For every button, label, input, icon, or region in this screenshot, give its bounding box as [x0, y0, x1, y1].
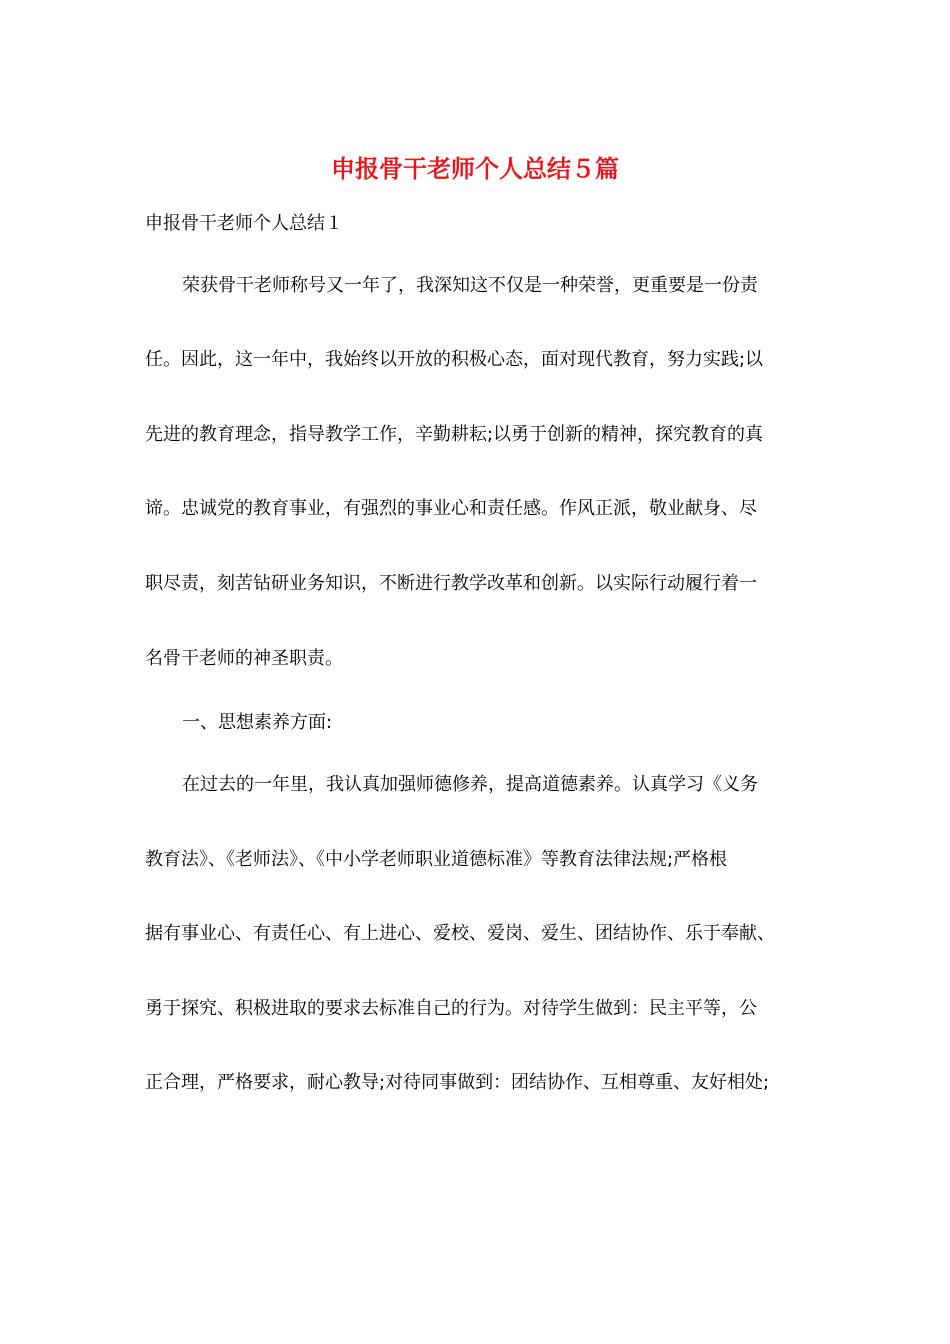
paragraph-line: 任。因此，这一年中，我始终以开放的积极心态，面对现代教育，努力实践;以 [145, 349, 764, 370]
paragraph-line: 在过去的一年里，我认真加强师德修养，提高道德素养。认真学习《义务 [182, 774, 758, 795]
paragraph-line: 名骨干老师的神圣职责。 [145, 648, 343, 669]
paragraph-line: 正合理，严格要求，耐心教导;对待同事做到：团结协作、互相尊重、友好相处; [145, 1072, 770, 1093]
section-heading-ideology: 一、思想素养方面: [182, 712, 333, 733]
document-title: 申报骨干老师个人总结５篇 [331, 155, 619, 183]
paragraph-line: 先进的教育理念，指导教学工作，辛勤耕耘;以勇于创新的精神，探究教育的真 [145, 424, 764, 445]
paragraph-line: 教育法》、《老师法》、《中小学老师职业道德标准》等教育法律法规;严格根 [145, 849, 728, 870]
paragraph-line: 谛。忠诚党的教育事业，有强烈的事业心和责任感。作风正派，敬业献身、尽 [145, 498, 757, 519]
section-heading: 申报骨干老师个人总结１ [145, 213, 343, 234]
paragraph-line: 职尽责，刻苦钻研业务知识，不断进行教学改革和创新。以实际行动履行着一 [145, 573, 757, 594]
paragraph-line: 勇于探究、积极进取的要求去标准自己的行为。对待学生做到：民主平等，公 [145, 998, 757, 1019]
paragraph-line: 据有事业心、有责任心、有上进心、爱校、爱岗、爱生、团结协作、乐于奉献、 [145, 923, 775, 944]
paragraph-line: 荣获骨干老师称号又一年了，我深知这不仅是一种荣誉，更重要是一份责 [182, 275, 758, 296]
